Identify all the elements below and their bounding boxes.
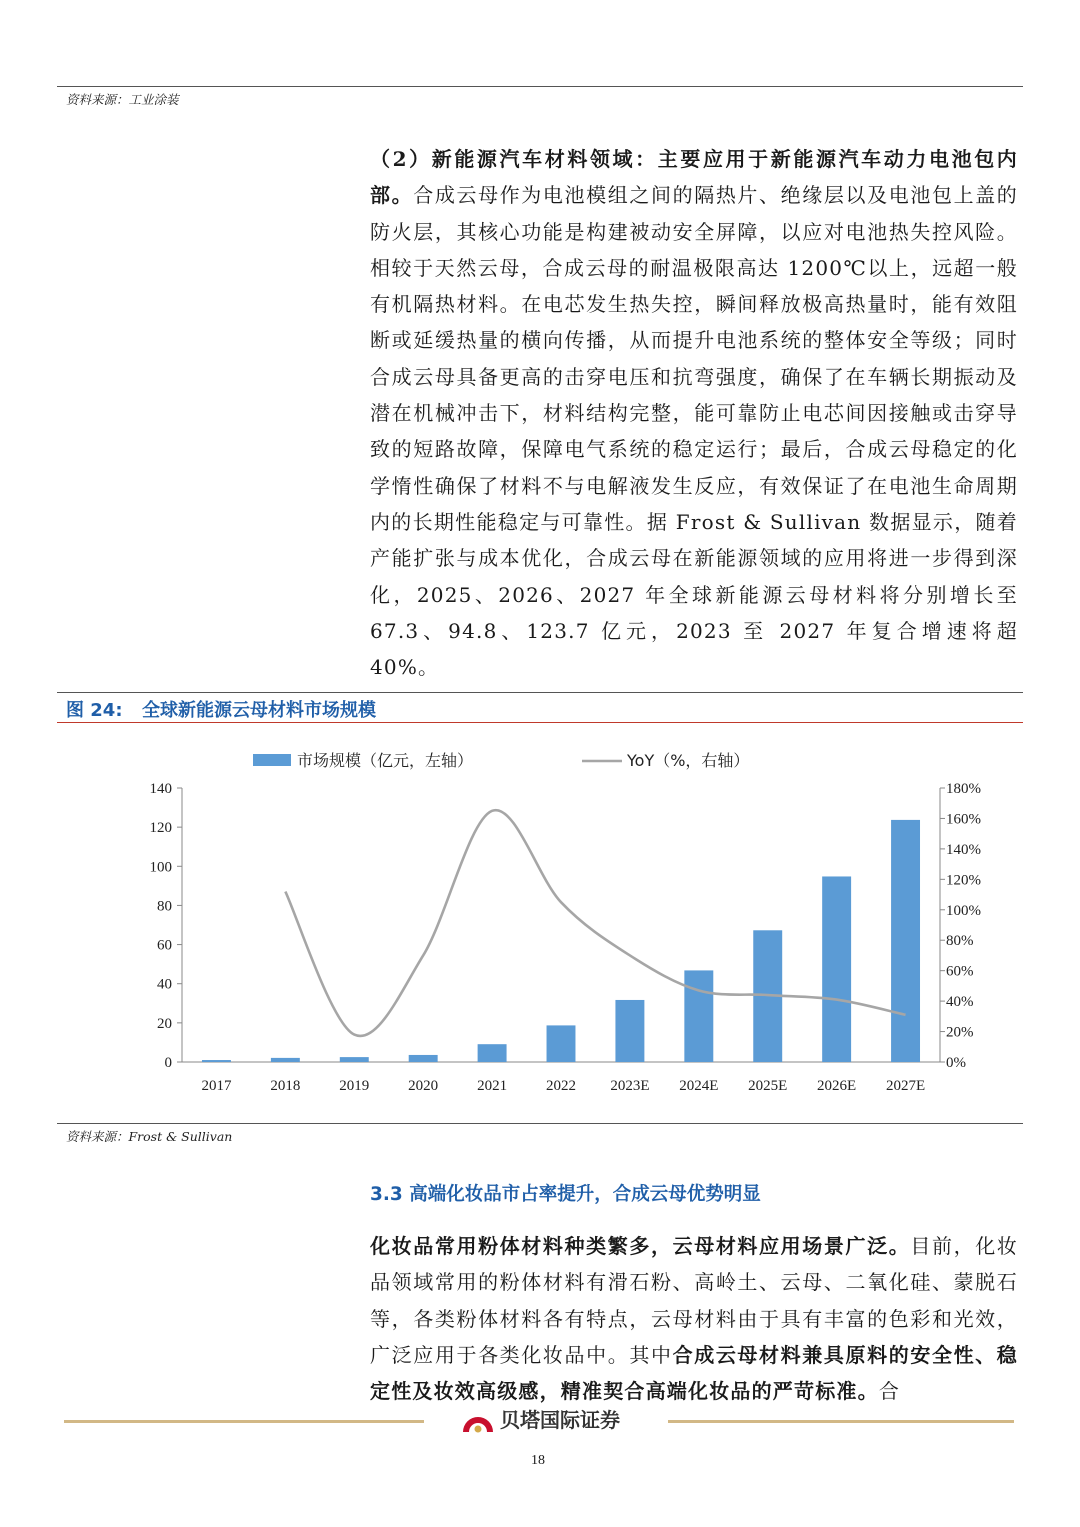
bar-2020 xyxy=(409,1055,438,1062)
x-tick-label: 2025E xyxy=(748,1078,788,1094)
x-tick-label: 2021 xyxy=(477,1078,508,1094)
paragraph-ev-materials xyxy=(370,141,1018,685)
yoy-series-line xyxy=(285,810,905,1036)
page-number: 18 xyxy=(531,1453,545,1468)
y-left-tick-label: 40 xyxy=(157,976,172,993)
bar-2023E xyxy=(615,1000,644,1062)
y-right-tick-label: 160% xyxy=(946,811,981,828)
y-left-tick-label: 100 xyxy=(149,859,172,876)
x-tick-label: 2023E xyxy=(610,1078,650,1094)
figure-label: 图 24: xyxy=(66,700,123,721)
bar-2021 xyxy=(478,1044,507,1062)
figure-top-rule xyxy=(57,692,1023,693)
x-tick-label: 2020 xyxy=(408,1078,439,1094)
bar-2027E xyxy=(891,820,920,1062)
bar-2018 xyxy=(271,1058,300,1062)
legend-bar-swatch xyxy=(253,754,291,766)
y-right-tick-label: 80% xyxy=(946,933,974,950)
y-right-tick-label: 20% xyxy=(946,1024,974,1041)
legend-bar-label: 市场规模（亿元，左轴） xyxy=(297,751,474,770)
y-right-tick-label: 180% xyxy=(946,781,981,797)
y-left-tick-label: 20 xyxy=(157,1015,172,1032)
y-left-tick-label: 140 xyxy=(149,781,172,797)
x-tick-label: 2019 xyxy=(339,1078,370,1094)
x-tick-label: 2024E xyxy=(679,1078,719,1094)
paragraph-emphasis: 合成云母材料兼具原料的安全性、稳定性及妆效高级感，精准契合高端化妆品的严苛标准。 xyxy=(370,1342,1018,1404)
brand-logo-icon xyxy=(460,1406,496,1434)
figure-bottom-rule xyxy=(57,1123,1023,1124)
footer-rule-right xyxy=(668,1420,1014,1423)
bar-2024E xyxy=(684,970,713,1062)
x-tick-label: 2017 xyxy=(201,1078,232,1094)
legend-line-label: YoY（%，右轴） xyxy=(627,751,750,770)
y-right-tick-label: 0% xyxy=(946,1055,966,1071)
section-heading: 3.3 高端化妆品市占率提升，合成云母优势明显 xyxy=(370,1184,761,1205)
bar-2022 xyxy=(547,1025,576,1062)
figure-title-rule xyxy=(57,722,1023,723)
y-right-tick-label: 140% xyxy=(946,841,981,858)
y-left-tick-label: 60 xyxy=(157,937,172,954)
y-right-tick-label: 40% xyxy=(946,994,974,1011)
x-tick-label: 2018 xyxy=(270,1078,301,1094)
footer-rule-left xyxy=(64,1420,424,1423)
market-size-chart xyxy=(0,730,1080,1120)
bar-2026E xyxy=(822,876,851,1062)
x-tick-label: 2027E xyxy=(885,1078,926,1094)
bar-2017 xyxy=(202,1060,231,1062)
figure-title: 全球新能源云母材料市场规模 xyxy=(142,700,376,721)
paragraph-body: 目前，化妆品领域常用的粉体材料有滑石粉、高岭土、云母、二氧化硅、蒙脱石等，各类粉体材料各有特点，云母材料由于具有丰富的色彩和光效，广泛应用于各类化妆品中。其中 xyxy=(370,1234,1019,1367)
paragraph-cosmetics xyxy=(370,1228,1018,1409)
header-rule xyxy=(57,86,1023,87)
y-left-tick-label: 80 xyxy=(157,898,172,915)
paragraph-lead: 化妆品常用粉体材料种类繁多，云母材料应用场景广泛。 xyxy=(370,1234,911,1258)
paragraph-tail: 合 xyxy=(878,1379,901,1404)
y-right-tick-label: 120% xyxy=(946,872,981,889)
brand-name: 贝塔国际证券 xyxy=(500,1408,620,1432)
paragraph-lead: （2）新能源汽车材料领域：主要应用于新能源汽车动力电池包内部。 xyxy=(370,147,1018,208)
y-right-tick-label: 100% xyxy=(946,902,981,919)
header-source: 资料来源：工业涂装 xyxy=(66,92,179,107)
x-tick-label: 2022 xyxy=(546,1078,576,1094)
paragraph-body: 合成云母作为电池模组之间的隔热片、绝缘层以及电池包上盖的防火层，其核心功能是构建被动安全屏障，以应对电池热失控风险。相较于天然云母，合成云母的耐温极限高达 1200℃以上，远超一般有机隔热材料。在电芯发生热失控，瞬间释放极高热量时，能有效阻断或延缓热量的横向传播，从而提升电池系统的整体安全等级；同时合成云母具备更高的击穿电压和抗弯强度，确保了在车辆长期振动及潜在机械冲击下，材料结构完整，能可靠防止电芯间因接触或击穿导致的短路故障，保障电气系统的稳定运行；最后，合成云母稳定的化学惰性确保了材料不与电解液发生反应，有效保证了在电池生命周期内的长期性能稳定与可靠性。据 Frost & Sullivan 数据显示，随着产能扩张与成本优化，合成云母在新能源领域的应用将进一步得到深化，2025、2026、2027 年全球新能源云母材料将分别增长至 67.3、94.8、123.7 亿元，2023 至 2027 年复合增速将超40%。 xyxy=(370,183,1018,680)
y-left-tick-label: 0 xyxy=(164,1055,172,1071)
figure-source: 资料来源：Frost & Sullivan xyxy=(66,1129,233,1144)
y-right-tick-label: 60% xyxy=(946,963,974,980)
y-left-tick-label: 120 xyxy=(149,820,172,837)
x-tick-label: 2026E xyxy=(817,1078,857,1094)
bar-2019 xyxy=(340,1057,369,1062)
